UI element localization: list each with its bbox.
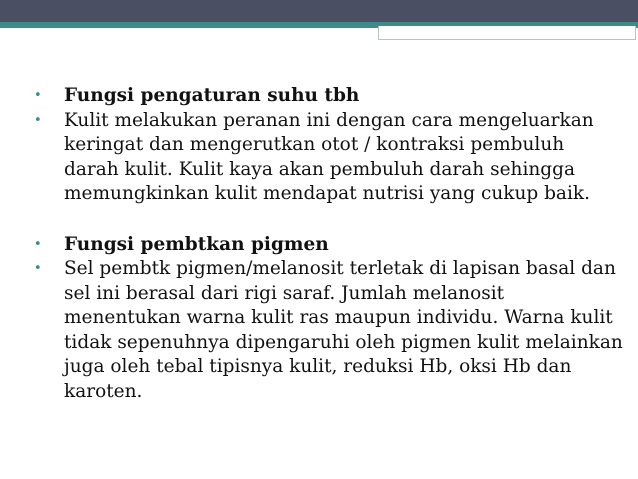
spacer [34,207,624,233]
bullet-icon: • [34,261,42,276]
bullet-icon: • [34,236,42,252]
bullet-body-text: Sel pembtk pigmen/melanosit terletak di lapisan basal dan sel ini berasal dari rigi saraf. Jumlah melanosit menentukan warna kulit ras maupun individu. Warna kulit tidak sepenuhnya dipengaruhi oleh pigmen kulit melainkan juga oleh tebal tipisnya kulit, reduksi Hb, oksi Hb dan karoten. [64,258,623,402]
bullet-heading-suhu [34,84,624,109]
bullet-heading-text: Fungsi pengaturan suhu tbh [64,85,360,106]
accent-tab [378,26,636,40]
bullet-icon: • [34,88,42,103]
slide-content [34,84,624,404]
bullet-heading-text: Fungsi pembtkan pigmen [64,233,329,255]
bullet-body-suhu [34,109,624,207]
bullet-body-text: Kulit melakukan peranan ini dengan cara mengeluarkan keringat dan mengerutkan otot / kontraksi pembuluh darah kulit. Kulit kaya akan pembuluh darah sehingga memungkinkan kulit mendapat nutrisi yang cukup baik. [64,109,594,204]
top-banner [0,0,638,22]
bullet-icon: • [34,112,42,128]
bullet-body-pigmen [34,257,624,404]
bullet-heading-pigmen [34,233,624,258]
